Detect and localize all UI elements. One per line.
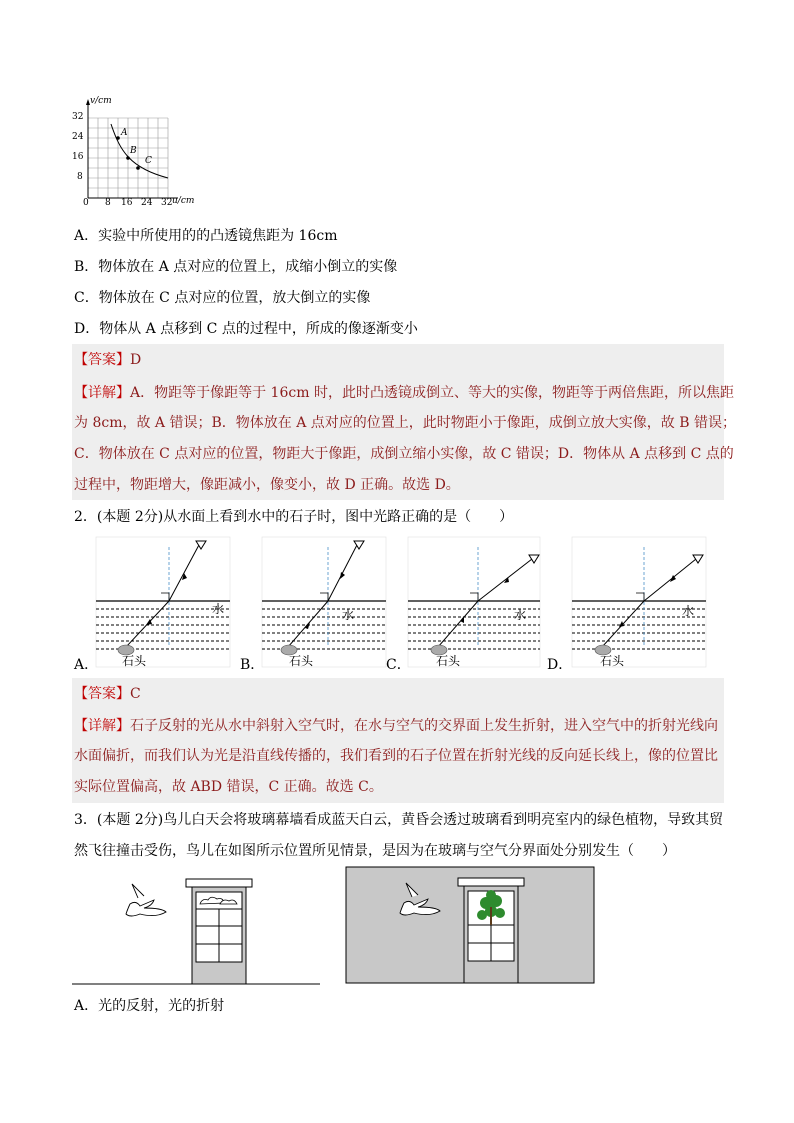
answer-tag: 【答案】 — [74, 352, 130, 368]
detail-line: 实际位置偏高，故 ABD 错误，C 正确。故选 C。 — [74, 779, 383, 795]
q3-question-line: 3．(本题 2分)鸟儿白天会将玻璃幕墙看成蓝天白云，黄昏会透过玻璃看到明亮室内的绿色植物，导致其贸 — [74, 812, 724, 828]
detail-tag: 【详解】 — [74, 385, 130, 401]
q2-option-letter: D． — [547, 657, 573, 673]
graph-x-tick: 0 — [83, 198, 89, 208]
stone-label: 石头 — [122, 654, 147, 668]
answer-value: D — [130, 352, 142, 368]
q1-answer-block — [72, 344, 736, 500]
detail-line: A．物距等于像距等于 16cm 时，此时凸透镜成倒立、等大的实像，物距等于两倍焦距，所以焦距 — [130, 385, 734, 401]
graph-x-tick: 8 — [105, 198, 111, 208]
graph-y-axis-label: v/cm — [90, 96, 112, 106]
answer-tag: 【答案】 — [74, 686, 130, 702]
graph-x-axis-label: u/cm — [172, 196, 195, 206]
q2-diagram-c — [408, 537, 540, 667]
graph-point-label: B — [130, 146, 137, 156]
stone-label: 石头 — [436, 654, 461, 668]
q2-option-letter: C． — [386, 657, 411, 673]
detail-line: 石子反射的光从水中斜射入空气时，在水与空气的交界面上发生折射，进入空气中的折射光线向 — [130, 718, 718, 734]
q1-option-d: D．物体从 A 点移到 C 点的过程中，所成的像逐渐变小 — [74, 321, 418, 337]
q3-daytime-figure — [72, 868, 322, 988]
graph-x-tick: 32 — [161, 198, 173, 208]
graph-y-tick: 24 — [72, 132, 84, 142]
detail-line: C．物体放在 C 点对应的位置，物距大于像距，成倒立缩小实像，故 C 错误；D．物体从 A 点移到 C 点的 — [74, 446, 734, 462]
water-label: 水 — [682, 604, 695, 618]
graph-x-tick: 16 — [121, 198, 133, 208]
q2-answer-block — [72, 678, 724, 803]
q3-dusk-figure — [346, 867, 596, 985]
answer-value: C — [130, 686, 141, 702]
graph-y-tick: 16 — [72, 152, 84, 162]
q3-option-a: A．光的反射，光的折射 — [74, 998, 225, 1014]
graph-y-tick: 32 — [72, 112, 84, 122]
q2-diagram-a — [96, 537, 230, 667]
graph-point-label: A — [121, 128, 128, 138]
q3-question-line: 然飞往撞击受伤，鸟儿在如图所示位置所见情景，是因为在玻璃与空气分界面处分别发生（ ） — [74, 843, 676, 859]
detail-line: 水面偏折，而我们认为光是沿直线传播的，我们看到的石子位置在折射光线的反向延长线上，像的位置比 — [74, 748, 718, 764]
q1-option-a: A．实验中所使用的的凸透镜焦距为 16cm — [74, 228, 338, 244]
graph-point-label: C — [145, 156, 152, 166]
graph-x-tick: 24 — [141, 198, 153, 208]
detail-tag: 【详解】 — [74, 718, 130, 734]
graph-y-tick: 8 — [77, 172, 83, 182]
q2-option-letter: A． — [74, 657, 99, 673]
q1-option-b: B．物体放在 A 点对应的位置上，成缩小倒立的实像 — [74, 259, 398, 275]
q2-question: 2．(本题 2分)从水面上看到水中的石子时，图中光路正确的是（ ） — [74, 509, 514, 525]
q2-diagram-b — [262, 537, 386, 667]
water-label: 水 — [212, 602, 225, 616]
water-label: 水 — [342, 608, 355, 622]
stone-label: 石头 — [600, 654, 625, 668]
water-label: 水 — [514, 608, 527, 622]
q2-option-letter: B． — [240, 657, 265, 673]
stone-label: 石头 — [289, 654, 314, 668]
detail-line: 为 8cm，故 A 错误；B．物体放在 A 点对应的位置上，此时物距小于像距，成倒立放大实像，故 B 错误； — [74, 415, 736, 431]
detail-line: 过程中，物距增大，像距减小，像变小，故 D 正确。故选 D。 — [74, 477, 460, 493]
q1-option-c: C．物体放在 C 点对应的位置，放大倒立的实像 — [74, 290, 371, 306]
